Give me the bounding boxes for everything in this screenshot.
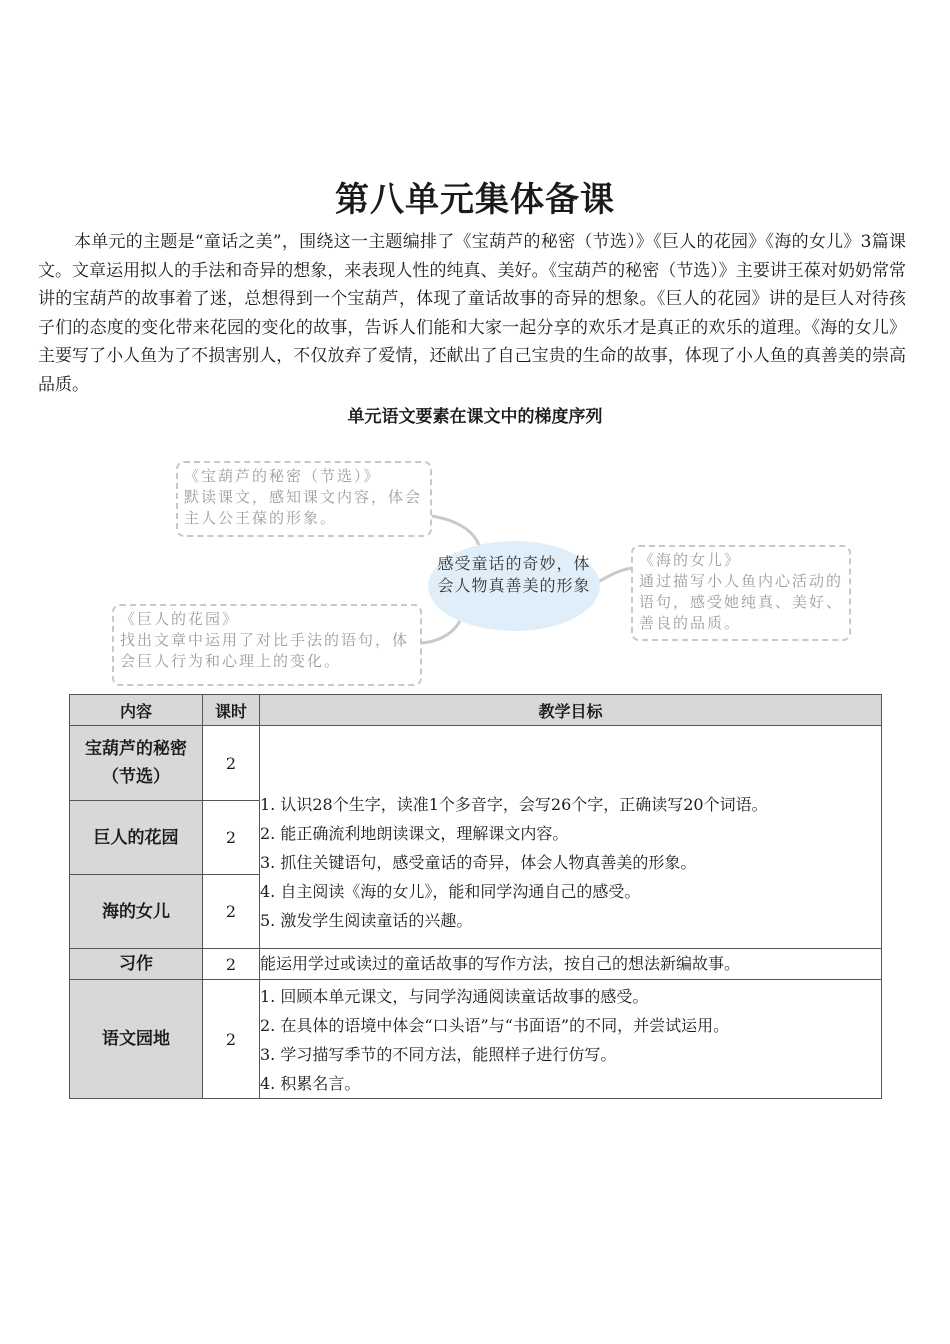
- garden-goals: [260, 980, 882, 1099]
- lesson-hours: 2: [203, 949, 260, 980]
- node-description: 找出文章中运用了对比手法的语句，体会巨人行为和心理上的变化。: [120, 631, 410, 670]
- goal-item: 4. 自主阅读《海的女儿》，能和同学沟通自己的感受。: [260, 881, 641, 901]
- unit-introduction: 本单元的主题是“童话之美”，围绕这一主题编排了《宝葫芦的秘密（节选）》《巨人的花园》《海的女儿》3篇课文。文章运用拟人的手法和奇异的想象，来表现人性的纯真、美好。《宝葫芦的秘密（节选）》主要讲王葆对奶奶常常讲的宝葫芦的故事着了迷，总想得到一个宝葫芦，体现了童话故事的奇异的想象。《巨人的花园》讲的是巨人对待孩子们的态度的变化带来花园的变化的故事，告诉人们能和大家一起分享的欢乐才是真正的欢乐的道理。《海的女儿》主要写了小人鱼为了不损害别人，不仅放弃了爱情，还献出了自己宝贵的生命的故事，体现了小人鱼的真善美的崇高品质。: [38, 232, 906, 395]
- lesson-hours: 2: [203, 980, 260, 1099]
- header-content: 内容: [70, 695, 203, 726]
- mind-map-node-haidenver: [631, 545, 851, 641]
- goal-item: 1. 回顾本单元课文，与同学沟通阅读童话故事的感受。: [260, 987, 649, 1006]
- mind-map-node-juren: [112, 604, 422, 686]
- lesson-name: 习作: [70, 949, 203, 980]
- goal-item: 3. 抓住关键语句，感受童话的奇异，体会人物真善美的形象。: [260, 852, 697, 872]
- section-subtitle: 单元语文要素在课文中的梯度序列: [347, 407, 603, 427]
- lesson-name: 海的女儿: [70, 875, 203, 949]
- goal-item: 2. 能正确流利地朗读课文，理解课文内容。: [260, 823, 569, 843]
- node-title: 《巨人的花园》: [120, 610, 240, 628]
- node-description: 通过描写小人鱼内心活动的语句，感受她纯真、美好、善良的品质。: [639, 572, 844, 632]
- lesson-hours: 2: [203, 726, 260, 801]
- lesson-hours: 2: [203, 801, 260, 875]
- shared-teaching-goals: [260, 726, 882, 949]
- teaching-plan-table: [69, 694, 882, 1099]
- goal-item: 2. 在具体的语境中体会“口头语”与“书面语”的不同，并尝试运用。: [260, 1016, 730, 1035]
- table-row: [70, 980, 882, 1099]
- goal-item: 4. 积累名言。: [260, 1074, 361, 1093]
- lesson-name: 巨人的花园: [70, 801, 203, 875]
- node-title: 《宝葫芦的秘密（节选）》: [184, 467, 381, 485]
- page-title: 第八单元集体备课: [335, 180, 615, 220]
- table-header-row: [70, 695, 882, 726]
- table-row: [70, 726, 882, 801]
- goal-item: 1. 认识28个生字，读准1个多音字，会写26个字，正确读写20个词语。: [260, 794, 768, 814]
- table-row: [70, 949, 882, 980]
- mind-map-node-baohulu: [176, 461, 432, 537]
- header-goals: 教学目标: [260, 695, 882, 726]
- connector-right: [598, 568, 632, 582]
- lesson-name: 宝葫芦的秘密（节选）: [70, 726, 203, 801]
- mind-map-center-text: 感受童话的奇妙，体会人物真善美的形象: [437, 554, 591, 595]
- lesson-hours: 2: [203, 875, 260, 949]
- header-hours: 课时: [203, 695, 260, 726]
- goal-item: 3. 学习描写季节的不同方法，能照样子进行仿写。: [260, 1045, 617, 1064]
- node-description: 默读课文，感知课文内容，体会主人公王葆的形象。: [184, 488, 423, 527]
- node-title: 《海的女儿》: [639, 551, 742, 569]
- lesson-name: 语文园地: [70, 980, 203, 1099]
- writing-goal: 能运用学过或读过的童话故事的写作方法，按自己的想法新编故事。: [260, 949, 882, 980]
- goal-item: 5. 激发学生阅读童话的兴趣。: [260, 910, 473, 930]
